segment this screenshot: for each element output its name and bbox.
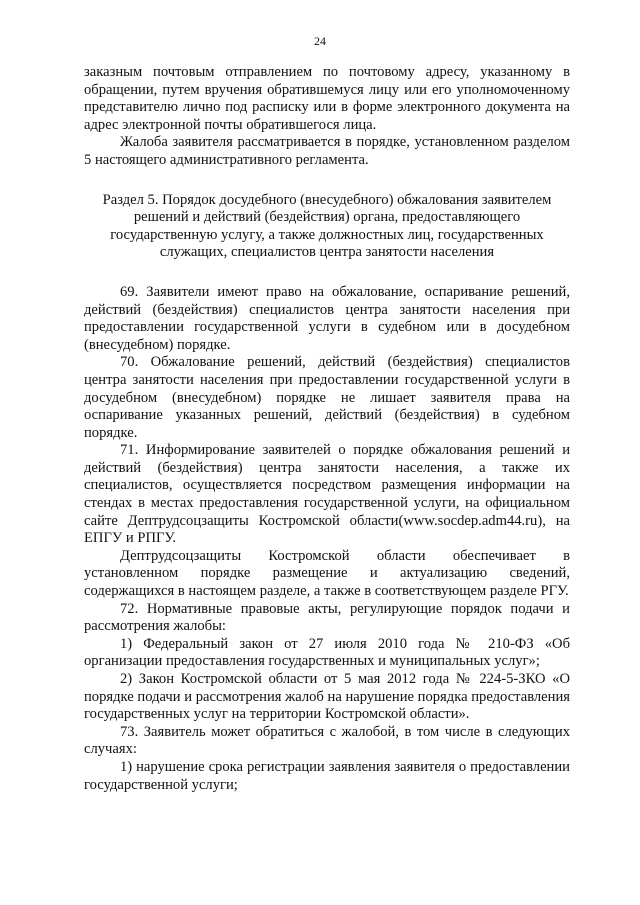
paragraph-item-73-1: 1) нарушение срока регистрации заявления заявителя о предоставлении государственной услуги; (84, 758, 570, 793)
paragraph-item-70: 70. Обжалование решений, действий (бездействия) специалистов центра занятости населения при предоставлении государственной услуги в досудебном (внесудебном) порядке не лишает заявителя права на оспаривание указанных решений, действий (бездействия) в судебном порядке. (84, 354, 570, 441)
document-body (84, 64, 570, 794)
paragraph-item-72: 72. Нормативные правовые акты, регулирующие порядок подачи и рассмотрения жалобы: (84, 600, 570, 635)
paragraph-item-71: 71. Информирование заявителей о порядке обжалования решений и действий (бездействия) центра занятости населения, а также их специалистов, осуществляется посредством размещения информации на стендах в местах предоставления государственной услуги, на официальном сайте Дептрудсоцзащиты Костромской области(www.socdep.adm44.ru), на ЕПГУ и РПГУ. (84, 442, 570, 547)
section-title: Раздел 5. Порядок досудебного (внесудебного) обжалования заявителем решений и действий (бездействия) органа, предоставляющего государственную услугу, а также должностных лиц, государственных служащих, специалистов центра занятости населения (102, 191, 552, 261)
paragraph-item-73: 73. Заявитель может обратиться с жалобой, в том числе в следующих случаях: (84, 723, 570, 758)
page-number: 24 (314, 34, 326, 48)
paragraph-delivery-methods: заказным почтовым отправлением по почтовому адресу, указанному в обращении, путем вручения обратившемуся лицу или его уполномоченному представителю лично под расписку или в форме электронного документа на адрес электронной почты обратившегося лица. (84, 64, 570, 133)
paragraph-item-72-1: 1) Федеральный закон от 27 июля 2010 года № 210-ФЗ «Об организации предоставления государственных и муниципальных услуг»; (84, 635, 570, 670)
paragraph-item-71-continued: Дептрудсоцзащиты Костромской области обеспечивает в установленном порядке размещение и актуализацию сведений, содержащихся в настоящем разделе, а также в соответствующем разделе РГУ. (84, 547, 570, 600)
paragraph-complaint-review: Жалоба заявителя рассматривается в порядке, установленном разделом 5 настоящего административного регламента. (84, 134, 570, 168)
paragraph-item-69: 69. Заявители имеют право на обжалование, оспаривание решений, действий (бездействия) специалистов центра занятости населения при предоставлении государственной услуги в судебном или в досудебном (внесудебном) порядке. (84, 283, 570, 353)
paragraph-item-72-2: 2) Закон Костромской области от 5 мая 2012 года № 224-5-ЗКО «О порядке подачи и рассмотрения жалоб на нарушение порядка предоставления государственных услуг на территории Костромской области». (84, 671, 570, 723)
